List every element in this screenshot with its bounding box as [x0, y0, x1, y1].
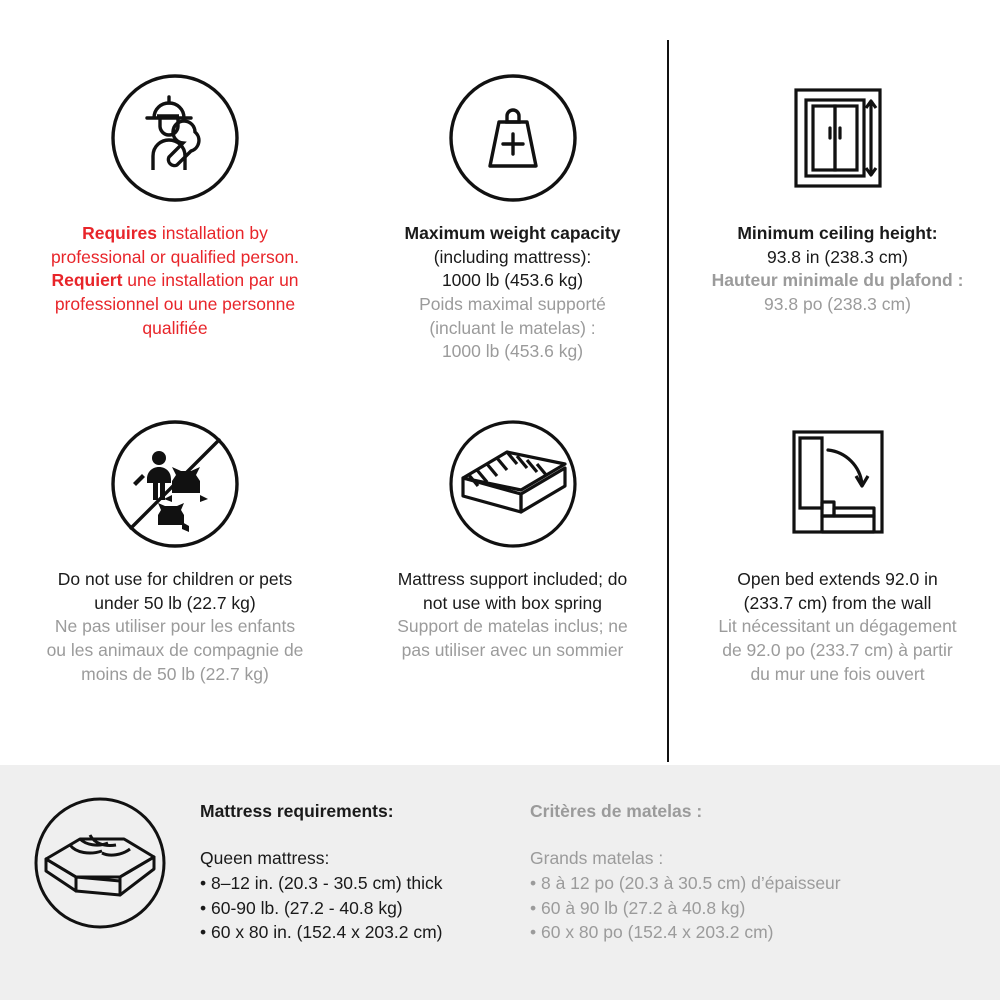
- ceiling-height-icon: [772, 72, 904, 204]
- mattress-fr-item-1: • 8 à 12 po (20.3 à 30.5 cm) d’épaisseur: [530, 872, 841, 893]
- mattress-en-item-2: • 60-90 lb. (27.2 - 40.8 kg): [200, 897, 403, 918]
- weight-fr-line2: (incluant le matelas) :: [429, 317, 596, 338]
- feature-text-mattress-support: [397, 568, 628, 663]
- pets-en-line1: Do not use for children or pets: [57, 569, 293, 589]
- weight-en-line1: Maximum weight capacity: [404, 223, 621, 243]
- feature-text-ceiling-height: [712, 222, 964, 317]
- installation-fr-line2: professionnel ou une personne: [54, 293, 296, 314]
- extension-fr-line2: de 92.0 po (233.7 cm) à partir: [722, 639, 953, 660]
- installation-en-line1-rest: installation by: [156, 223, 268, 243]
- mattress-en-header: Mattress requirements:: [200, 801, 394, 821]
- pets-fr-line1: Ne pas utiliser pour les enfants: [54, 616, 296, 637]
- installation-fr-line1-rest: une installation par un: [122, 270, 299, 291]
- feature-cell-no-children-pets: [0, 380, 350, 765]
- feature-text-installation: [51, 222, 299, 340]
- installation-fr-line3: qualifiée: [142, 317, 208, 338]
- extension-fr-line1: Lit nécessitant un dégagement: [718, 616, 957, 637]
- mattress-en-item-3: • 60 x 80 in. (152.4 x 203.2 cm): [200, 922, 443, 943]
- feature-text-no-children-pets: [47, 568, 304, 686]
- mattress-icon: [0, 765, 200, 933]
- support-en-line1: Mattress support included; do: [397, 569, 628, 589]
- support-fr-line2: pas utiliser avec un sommier: [401, 639, 624, 660]
- installation-en-line2: professional or qualified person.: [50, 246, 300, 267]
- mattress-requirements-fr: [530, 765, 950, 945]
- pets-fr-line2: ou les animaux de compagnie de: [46, 639, 304, 660]
- feature-cell-installation: [0, 0, 350, 380]
- mattress-fr-item-0: Grands matelas :: [530, 847, 664, 868]
- mattress-en-item-1: • 8–12 in. (20.3 - 30.5 cm) thick: [200, 872, 443, 893]
- bed-extension-clearance-icon: [772, 418, 904, 550]
- feature-cell-weight-capacity: [350, 0, 675, 380]
- mattress-requirements-band: [0, 765, 1000, 1000]
- pets-en-line2: under 50 lb (22.7 kg): [94, 592, 256, 613]
- installer-with-wrench-icon: [109, 72, 241, 204]
- no-children-or-pets-icon: [109, 418, 241, 550]
- weight-fr-line3: 1000 lb (453.6 kg): [441, 341, 584, 362]
- extension-fr-line3: du mur une fois ouvert: [750, 663, 925, 684]
- installation-fr-keyword: Requiert: [51, 270, 123, 291]
- mattress-fr-header: Critères de matelas :: [530, 801, 703, 821]
- ceiling-en-line2: 93.8 in (238.3 cm): [766, 246, 909, 267]
- feature-cell-ceiling-height: [675, 0, 1000, 380]
- ceiling-fr-line2: 93.8 po (238.3 cm): [764, 293, 911, 314]
- weight-fr-line1: Poids maximal supporté: [419, 293, 606, 314]
- weight-en-line2: (including mattress):: [433, 246, 592, 267]
- pets-fr-line3: moins de 50 lb (22.7 kg): [81, 663, 269, 684]
- support-fr-line1: Support de matelas inclus; ne: [397, 616, 628, 637]
- mattress-requirements-en: [200, 765, 530, 945]
- mattress-support-slats-icon: [447, 418, 579, 550]
- feature-text-bed-extension: [718, 568, 956, 686]
- feature-text-weight-capacity: [405, 222, 621, 364]
- extension-en-line2: (233.7 cm) from the wall: [743, 592, 932, 613]
- ceiling-en-line1: Minimum ceiling height:: [737, 223, 938, 243]
- support-en-line2: not use with box spring: [423, 592, 602, 613]
- extension-en-line1: Open bed extends 92.0 in: [737, 569, 938, 589]
- mattress-en-item-0: Queen mattress:: [200, 847, 330, 868]
- weight-capacity-icon: [447, 72, 579, 204]
- mattress-fr-item-3: • 60 x 80 po (152.4 x 203.2 cm): [530, 922, 774, 943]
- feature-cell-bed-extension: [675, 380, 1000, 765]
- installation-en-keyword: Requires: [82, 223, 157, 243]
- mattress-fr-item-2: • 60 à 90 lb (27.2 à 40.8 kg): [530, 897, 746, 918]
- weight-en-line3: 1000 lb (453.6 kg): [441, 270, 584, 291]
- ceiling-fr-line1: Hauteur minimale du plafond :: [711, 270, 964, 291]
- feature-cell-mattress-support: [350, 380, 675, 765]
